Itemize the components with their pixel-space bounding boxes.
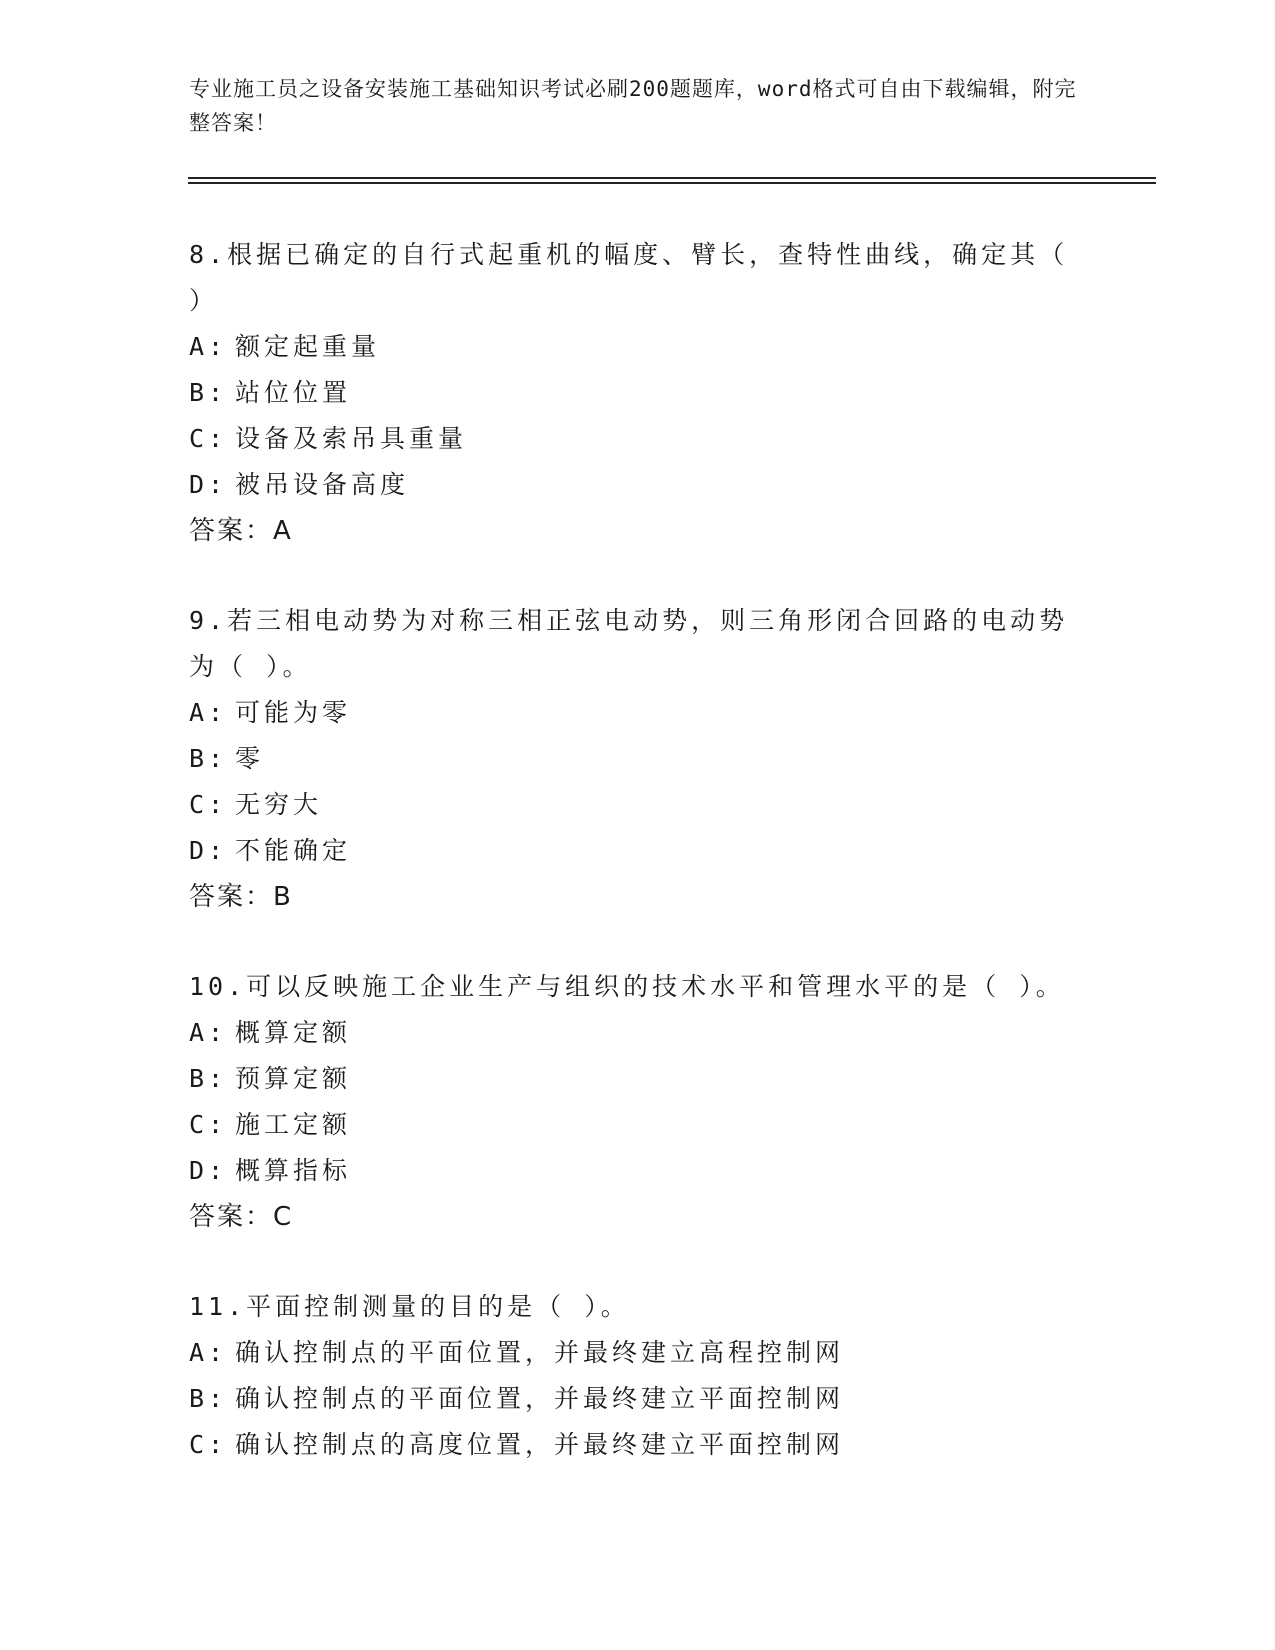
- option-key: D:: [189, 836, 228, 865]
- question-text: [189, 232, 1089, 324]
- option-text: 无穷大: [235, 790, 323, 819]
- option-key: A:: [189, 332, 228, 361]
- question-10: [189, 964, 1089, 1240]
- option-c: [189, 1102, 1089, 1148]
- option-d: [189, 462, 1089, 508]
- question-stem: 平面控制测量的目的是（ ）。: [246, 1292, 630, 1321]
- option-key: D:: [189, 1156, 228, 1185]
- header-title: 专业施工员之设备安装施工基础知识考试必刷200题题库，word格式可自由下载编辑，附完整答案！: [189, 77, 1077, 135]
- question-number: 11.: [189, 1292, 247, 1321]
- answer-label: 答案：: [189, 1202, 274, 1232]
- question-text: [189, 1284, 1089, 1330]
- question-text: [189, 598, 1089, 690]
- question-8: [189, 232, 1089, 554]
- question-stem: 根据已确定的自行式起重机的幅度、臂长，查特性曲线，确定其（ ）: [189, 240, 1069, 315]
- option-text: 施工定额: [235, 1110, 352, 1139]
- question-list: [189, 232, 1089, 1512]
- option-text: 确认控制点的平面位置，并最终建立高程控制网: [235, 1338, 845, 1367]
- option-b: [189, 736, 1089, 782]
- document-header: [189, 72, 1089, 140]
- option-key: A:: [189, 698, 228, 727]
- option-key: A:: [189, 1018, 228, 1047]
- question-number: 10.: [189, 972, 247, 1001]
- option-key: B:: [189, 1064, 228, 1093]
- option-key: C:: [189, 1430, 228, 1459]
- question-stem: 若三相电动势为对称三相正弦电动势，则三角形闭合回路的电动势为（ ）。: [189, 606, 1069, 681]
- option-text: 概算定额: [235, 1018, 352, 1047]
- answer-line: [189, 874, 1089, 920]
- option-key: C:: [189, 790, 228, 819]
- option-b: [189, 1376, 1089, 1422]
- option-text: 额定起重量: [235, 332, 381, 361]
- option-d: [189, 828, 1089, 874]
- option-text: 零: [235, 744, 265, 773]
- header-divider-top: [188, 177, 1156, 179]
- option-b: [189, 1056, 1089, 1102]
- option-key: D:: [189, 470, 228, 499]
- option-key: A:: [189, 1338, 228, 1367]
- option-key: B:: [189, 1384, 228, 1413]
- option-text: 确认控制点的平面位置，并最终建立平面控制网: [235, 1384, 845, 1413]
- answer-value: C: [273, 1202, 294, 1232]
- option-c: [189, 782, 1089, 828]
- option-key: C:: [189, 424, 228, 453]
- question-11: [189, 1284, 1089, 1468]
- option-key: C:: [189, 1110, 228, 1139]
- option-text: 预算定额: [235, 1064, 352, 1093]
- question-stem: 可以反映施工企业生产与组织的技术水平和管理水平的是（ ）。: [246, 972, 1065, 1001]
- option-text: 不能确定: [235, 836, 352, 865]
- option-text: 可能为零: [235, 698, 352, 727]
- question-text: [189, 964, 1089, 1010]
- header-divider-bottom: [188, 182, 1156, 184]
- option-b: [189, 370, 1089, 416]
- option-text: 概算指标: [235, 1156, 352, 1185]
- option-a: [189, 1010, 1089, 1056]
- option-a: [189, 690, 1089, 736]
- option-c: [189, 416, 1089, 462]
- question-number: 8.: [189, 240, 228, 269]
- option-text: 设备及索吊具重量: [235, 424, 468, 453]
- option-key: B:: [189, 378, 228, 407]
- option-text: 被吊设备高度: [235, 470, 410, 499]
- answer-label: 答案：: [189, 516, 274, 546]
- option-text: 站位位置: [235, 378, 352, 407]
- answer-line: [189, 508, 1089, 554]
- option-d: [189, 1148, 1089, 1194]
- option-c: [189, 1422, 1089, 1468]
- question-9: [189, 598, 1089, 920]
- option-a: [189, 324, 1089, 370]
- option-a: [189, 1330, 1089, 1376]
- option-text: 确认控制点的高度位置，并最终建立平面控制网: [235, 1430, 845, 1459]
- answer-label: 答案：: [189, 882, 274, 912]
- answer-value: A: [273, 516, 293, 546]
- answer-value: B: [273, 882, 293, 912]
- option-key: B:: [189, 744, 228, 773]
- answer-line: [189, 1194, 1089, 1240]
- question-number: 9.: [189, 606, 228, 635]
